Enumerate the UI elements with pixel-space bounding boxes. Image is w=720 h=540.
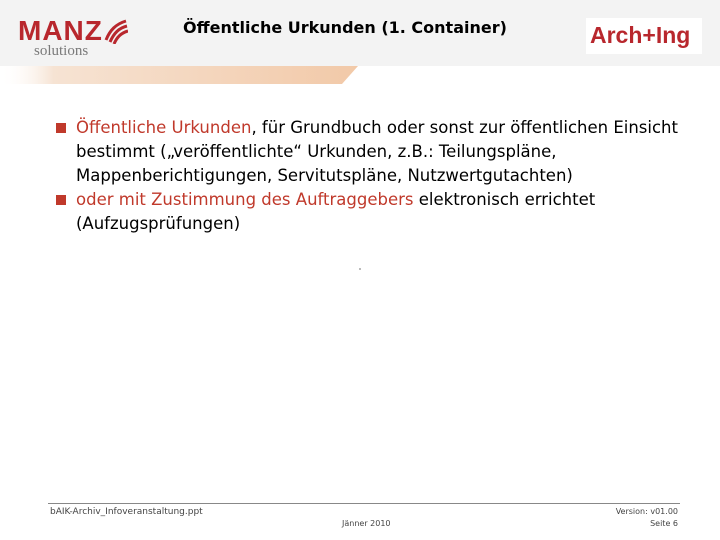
manz-logo-sub: solutions [34, 43, 89, 59]
bullet-square-icon [56, 195, 66, 205]
header-accent-stripe [0, 66, 720, 84]
manz-solutions-logo [18, 16, 130, 58]
slide-content [54, 116, 694, 236]
footer-page-number: Seite 6 [650, 519, 678, 528]
footer-divider [48, 503, 680, 504]
slide-title: Öffentliche Urkunden (1. Container) [183, 18, 507, 37]
stray-dot [359, 268, 361, 270]
bullet-square-icon [56, 123, 66, 133]
bullet-highlight: Öffentliche Urkunden [76, 118, 252, 137]
footer-version-block [616, 506, 678, 530]
bullet-item [54, 188, 694, 236]
bullet-item [54, 116, 694, 188]
bullet-highlight: oder mit Zustimmung des Auftraggebers [76, 190, 414, 209]
bullet-text: , für Grundbuch oder sonst zur öffentlichen Einsicht bestimmt („veröffentlichte“ Urkunden, z.B.: Teilungspläne, Mappenberichtigungen, Servitutspläne, Nutzwertgutachten) [76, 118, 678, 185]
manz-swoosh-icon [102, 18, 128, 44]
footer-date: Jänner 2010 [342, 519, 391, 528]
slide-header [0, 0, 720, 66]
manz-logo-word: MANZ [18, 15, 103, 46]
arch-ing-logo-text: Arch+Ing [590, 22, 691, 48]
footer-filename: bAIK-Archiv_Infoveranstaltung.ppt [50, 507, 203, 517]
arch-ing-logo [586, 18, 702, 54]
footer-version: Version: v01.00 [615, 507, 678, 516]
bullet-text: elektronisch errichtet (Aufzugsprüfungen) [76, 190, 596, 233]
